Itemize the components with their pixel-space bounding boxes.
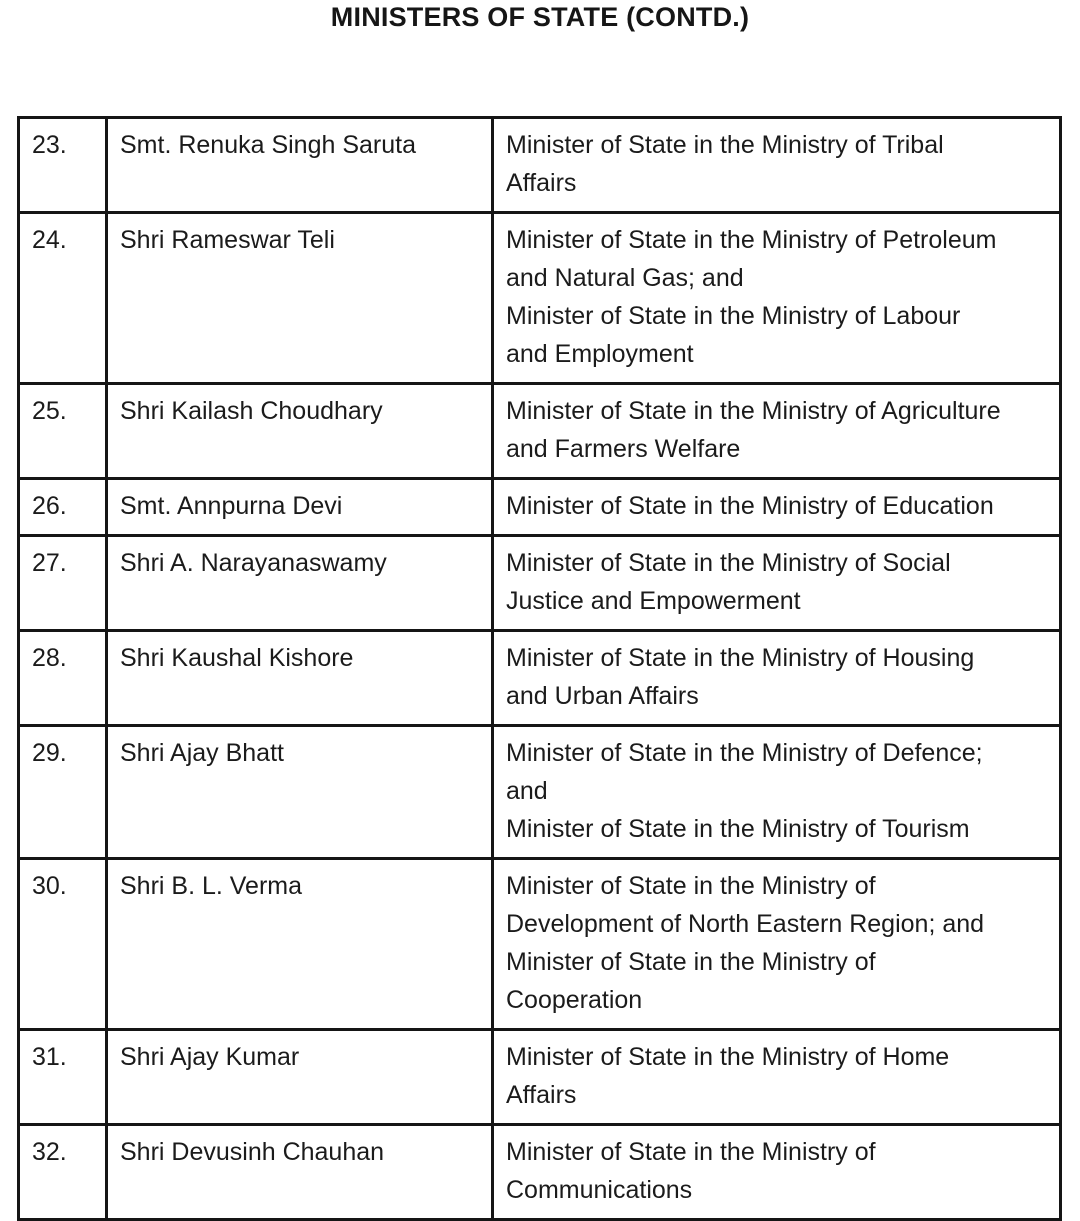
position-line: Minister of State in the Ministry of Housing bbox=[506, 644, 975, 672]
position-line: Minister of State in the Ministry of Education bbox=[506, 492, 994, 520]
table-row bbox=[19, 118, 1061, 213]
serial-number-cell: 31. bbox=[19, 1030, 107, 1125]
position-line: Minister of State in the Ministry of Tourism bbox=[506, 815, 970, 843]
position-line: and Farmers Welfare bbox=[506, 435, 741, 463]
position-line: Cooperation bbox=[506, 986, 643, 1014]
position-cell bbox=[493, 859, 1061, 1030]
table-row bbox=[19, 631, 1061, 726]
minister-name-cell: Shri Rameswar Teli bbox=[107, 213, 493, 384]
table-row bbox=[19, 1125, 1061, 1220]
position-line: Affairs bbox=[506, 169, 577, 197]
ministers-of-state-table bbox=[17, 116, 1062, 1221]
position-cell bbox=[493, 1125, 1061, 1220]
serial-number-cell: 26. bbox=[19, 479, 107, 536]
position-line: and Natural Gas; and bbox=[506, 264, 744, 292]
position-cell bbox=[493, 536, 1061, 631]
minister-name-cell: Shri Ajay Kumar bbox=[107, 1030, 493, 1125]
position-line: Minister of State in the Ministry of Social bbox=[506, 549, 951, 577]
serial-number-cell: 27. bbox=[19, 536, 107, 631]
position-line: Minister of State in the Ministry of Agriculture bbox=[506, 397, 1001, 425]
position-cell bbox=[493, 118, 1061, 213]
serial-number-cell: 23. bbox=[19, 118, 107, 213]
minister-name-cell: Smt. Renuka Singh Saruta bbox=[107, 118, 493, 213]
minister-name-cell: Smt. Annpurna Devi bbox=[107, 479, 493, 536]
minister-name-cell: Shri Ajay Bhatt bbox=[107, 726, 493, 859]
table-row bbox=[19, 1030, 1061, 1125]
position-line: Minister of State in the Ministry of Petroleum bbox=[506, 226, 997, 254]
position-cell bbox=[493, 1030, 1061, 1125]
minister-name-cell: Shri Kailash Choudhary bbox=[107, 384, 493, 479]
minister-name-cell: Shri Kaushal Kishore bbox=[107, 631, 493, 726]
minister-name-cell: Shri A. Narayanaswamy bbox=[107, 536, 493, 631]
serial-number-cell: 28. bbox=[19, 631, 107, 726]
position-cell bbox=[493, 479, 1061, 536]
position-line: Minister of State in the Ministry of bbox=[506, 948, 876, 976]
minister-name-cell: Shri B. L. Verma bbox=[107, 859, 493, 1030]
position-line: Minister of State in the Ministry of bbox=[506, 1138, 876, 1166]
position-line: Development of North Eastern Region; and bbox=[506, 910, 985, 938]
position-line: Communications bbox=[506, 1176, 693, 1204]
table-body bbox=[19, 118, 1061, 1220]
position-line: Justice and Empowerment bbox=[506, 587, 801, 615]
table-row bbox=[19, 536, 1061, 631]
position-cell bbox=[493, 631, 1061, 726]
serial-number-cell: 25. bbox=[19, 384, 107, 479]
table-row bbox=[19, 479, 1061, 536]
position-line: and bbox=[506, 777, 548, 805]
table-row bbox=[19, 213, 1061, 384]
position-cell bbox=[493, 213, 1061, 384]
position-line: and Employment bbox=[506, 340, 694, 368]
serial-number-cell: 32. bbox=[19, 1125, 107, 1220]
position-line: Minister of State in the Ministry of bbox=[506, 872, 876, 900]
serial-number-cell: 24. bbox=[19, 213, 107, 384]
table-row bbox=[19, 726, 1061, 859]
table-row bbox=[19, 384, 1061, 479]
minister-name-cell: Shri Devusinh Chauhan bbox=[107, 1125, 493, 1220]
position-cell bbox=[493, 384, 1061, 479]
page-title: MINISTERS OF STATE (CONTD.) bbox=[330, 2, 750, 32]
serial-number-cell: 29. bbox=[19, 726, 107, 859]
table-row bbox=[19, 859, 1061, 1030]
position-line: Affairs bbox=[506, 1081, 577, 1109]
serial-number-cell: 30. bbox=[19, 859, 107, 1030]
position-line: and Urban Affairs bbox=[506, 682, 699, 710]
position-line: Minister of State in the Ministry of Defence; bbox=[506, 739, 983, 767]
position-line: Minister of State in the Ministry of Tribal bbox=[506, 131, 944, 159]
position-line: Minister of State in the Ministry of Home bbox=[506, 1043, 950, 1071]
position-cell bbox=[493, 726, 1061, 859]
position-line: Minister of State in the Ministry of Labour bbox=[506, 302, 961, 330]
